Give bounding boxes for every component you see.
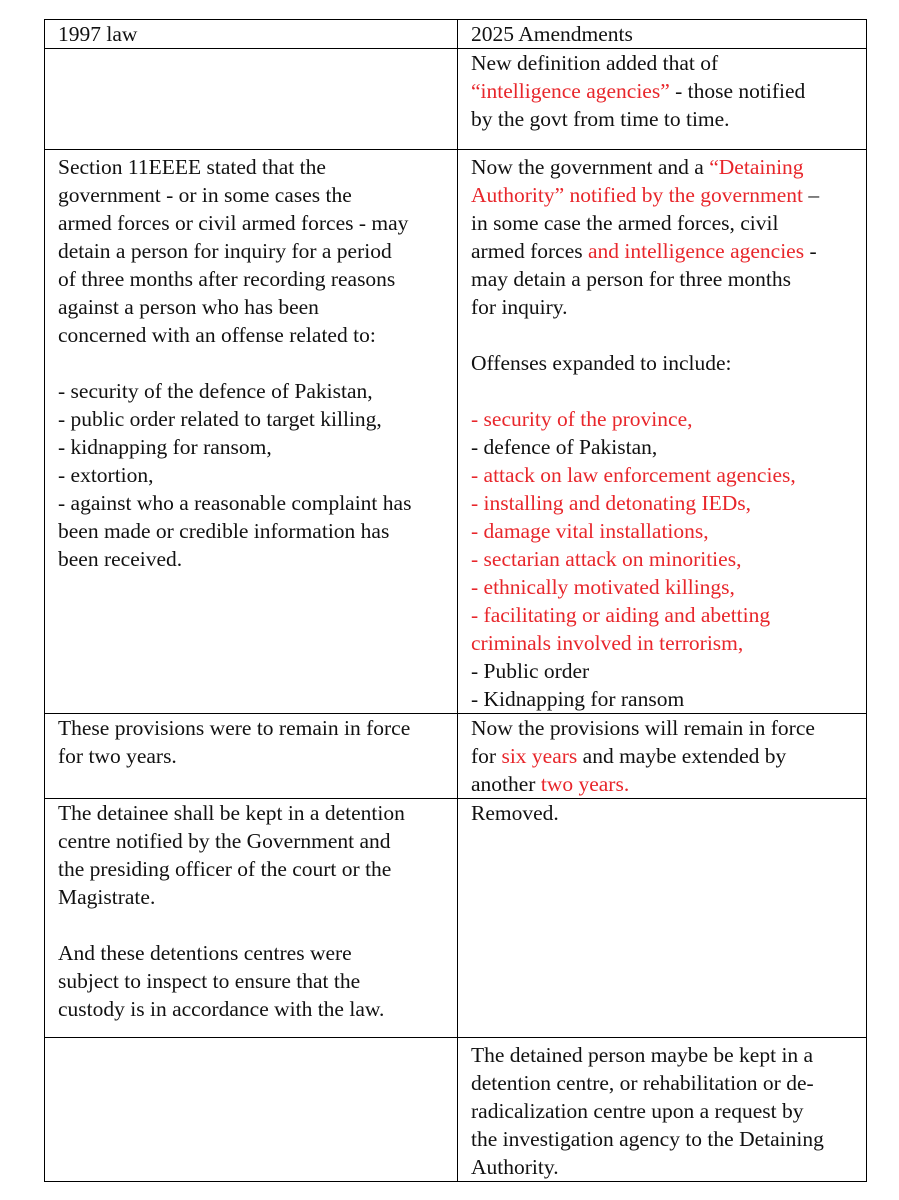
text-line: [471, 770, 860, 798]
text-line: [471, 1153, 860, 1181]
cell-2025-detaining-authority: [458, 150, 867, 714]
text-line: been made or credible information has: [58, 519, 390, 543]
text-line: [471, 349, 860, 377]
text-line: - kidnapping for ransom,: [58, 435, 272, 459]
text-segment: for inquiry.: [471, 295, 568, 319]
text-line: [471, 601, 860, 629]
highlighted-text: - ethnically motivated killings,: [471, 575, 735, 599]
text-line: of three months after recording reasons: [58, 267, 396, 291]
text-segment: may detain a person for three months: [471, 267, 792, 291]
cell-2025-removed: [458, 799, 867, 1038]
text-line: [471, 489, 860, 517]
text-line: [471, 265, 860, 293]
text-line: [471, 1069, 860, 1097]
text-line: [471, 657, 860, 685]
highlighted-text: “intelligence agencies”: [471, 79, 670, 103]
table-row: [45, 49, 867, 150]
text-line: been received.: [58, 547, 183, 571]
blank-line: [58, 911, 451, 939]
text-line: [471, 629, 860, 657]
header-row: [45, 20, 867, 49]
text-line: [471, 181, 860, 209]
text-line: [471, 714, 860, 742]
blank-line: [471, 377, 860, 405]
text-line: [471, 237, 860, 265]
text-segment: - Kidnapping for ransom: [471, 687, 685, 711]
text-line: for two years.: [58, 744, 177, 768]
highlighted-text: “Detaining: [709, 155, 804, 179]
text-line: - security of the defence of Pakistan,: [58, 379, 373, 403]
header-1997-law: 1997 law: [45, 20, 458, 49]
text-segment: in some case the armed forces, civil: [471, 211, 779, 235]
text-line: [471, 517, 860, 545]
text-segment: Authority.: [471, 1155, 559, 1179]
cell-1997-empty-2: [45, 1038, 458, 1182]
text-line: - public order related to target killing,: [58, 407, 382, 431]
text-line: centre notified by the Government and: [58, 829, 391, 853]
text-segment: New definition added that of: [471, 51, 719, 75]
text-line: [471, 405, 860, 433]
highlighted-text: six years: [501, 744, 578, 768]
cell-2025-duration: [458, 714, 867, 799]
text-line: - extortion,: [58, 463, 154, 487]
text-line: custody is in accordance with the law.: [58, 997, 385, 1021]
text-line: [471, 77, 860, 105]
text-segment: armed forces: [471, 239, 588, 263]
cell-1997-detention-centre: [45, 799, 458, 1038]
text-line: against a person who has been: [58, 295, 319, 319]
text-segment: - Public order: [471, 659, 590, 683]
text-segment: detention centre, or rehabilitation or de-: [471, 1071, 814, 1095]
text-segment: - defence of Pakistan,: [471, 435, 658, 459]
highlighted-text: and intelligence agencies: [588, 239, 805, 263]
text-line: [471, 1125, 860, 1153]
header-2025-amendments: 2025 Amendments: [458, 20, 867, 49]
text-segment: The detained person maybe be kept in a: [471, 1043, 814, 1067]
table-row: [45, 799, 867, 1038]
highlighted-text: - installing and detonating IEDs,: [471, 491, 752, 515]
table-row: [45, 150, 867, 714]
text-line: detain a person for inquiry for a period: [58, 239, 392, 263]
highlighted-text: criminals involved in terrorism,: [471, 631, 744, 655]
text-line: [471, 49, 860, 77]
text-line: And these detentions centres were: [58, 941, 352, 965]
cell-1997-empty: [45, 49, 458, 150]
text-line: [471, 293, 860, 321]
text-line: These provisions were to remain in force: [58, 716, 411, 740]
highlighted-text: - attack on law enforcement agencies,: [471, 463, 796, 487]
text-segment: Offenses expanded to include:: [471, 351, 732, 375]
text-segment: and maybe extended by: [577, 744, 787, 768]
blank-line: [471, 321, 860, 349]
text-line: armed forces or civil armed forces - may: [58, 211, 409, 235]
text-segment: Now the provisions will remain in force: [471, 716, 815, 740]
text-line: concerned with an offense related to:: [58, 323, 376, 347]
cell-1997-section-11eeee: [45, 150, 458, 714]
text-line: The detainee shall be kept in a detention: [58, 801, 405, 825]
highlighted-text: Authority” notified by the government: [471, 183, 803, 207]
highlighted-text: - sectarian attack on minorities,: [471, 547, 742, 571]
text-line: [471, 461, 860, 489]
cell-1997-duration: [45, 714, 458, 799]
comparison-table: [44, 19, 867, 1182]
text-segment: - those notified: [669, 79, 806, 103]
text-line: [471, 742, 860, 770]
text-segment: Now the government and a: [471, 155, 710, 179]
text-line: the presiding officer of the court or the: [58, 857, 392, 881]
text-segment: by the govt from time to time.: [471, 107, 730, 131]
text-line: [471, 1041, 860, 1069]
text-segment: the investigation agency to the Detaining: [471, 1127, 824, 1151]
text-line: Section 11EEEE stated that the: [58, 155, 326, 179]
text-segment: radicalization centre upon a request by: [471, 1099, 804, 1123]
text-line: [471, 105, 860, 133]
text-line: government - or in some cases the: [58, 183, 352, 207]
text-line: [471, 545, 860, 573]
text-segment: for: [471, 744, 502, 768]
cell-2025-definition: [458, 49, 867, 150]
blank-line: [58, 349, 451, 377]
text-line: [471, 153, 860, 181]
text-line: [471, 799, 860, 827]
text-line: subject to inspect to ensure that the: [58, 969, 361, 993]
text-segment: another: [471, 772, 541, 796]
table-row: [45, 1038, 867, 1182]
text-line: [471, 573, 860, 601]
text-line: [471, 433, 860, 461]
text-line: [471, 1097, 860, 1125]
highlighted-text: - damage vital installations,: [471, 519, 709, 543]
text-line: Magistrate.: [58, 885, 156, 909]
text-segment: -: [804, 239, 817, 263]
text-line: [471, 685, 860, 713]
highlighted-text: two years.: [540, 772, 630, 796]
text-segment: Removed.: [471, 801, 559, 825]
highlighted-text: - facilitating or aiding and abetting: [471, 603, 771, 627]
text-segment: –: [802, 183, 820, 207]
table-row: [45, 714, 867, 799]
highlighted-text: - security of the province,: [471, 407, 693, 431]
text-line: [471, 209, 860, 237]
cell-2025-rehabilitation: [458, 1038, 867, 1182]
text-line: - against who a reasonable complaint has: [58, 491, 412, 515]
